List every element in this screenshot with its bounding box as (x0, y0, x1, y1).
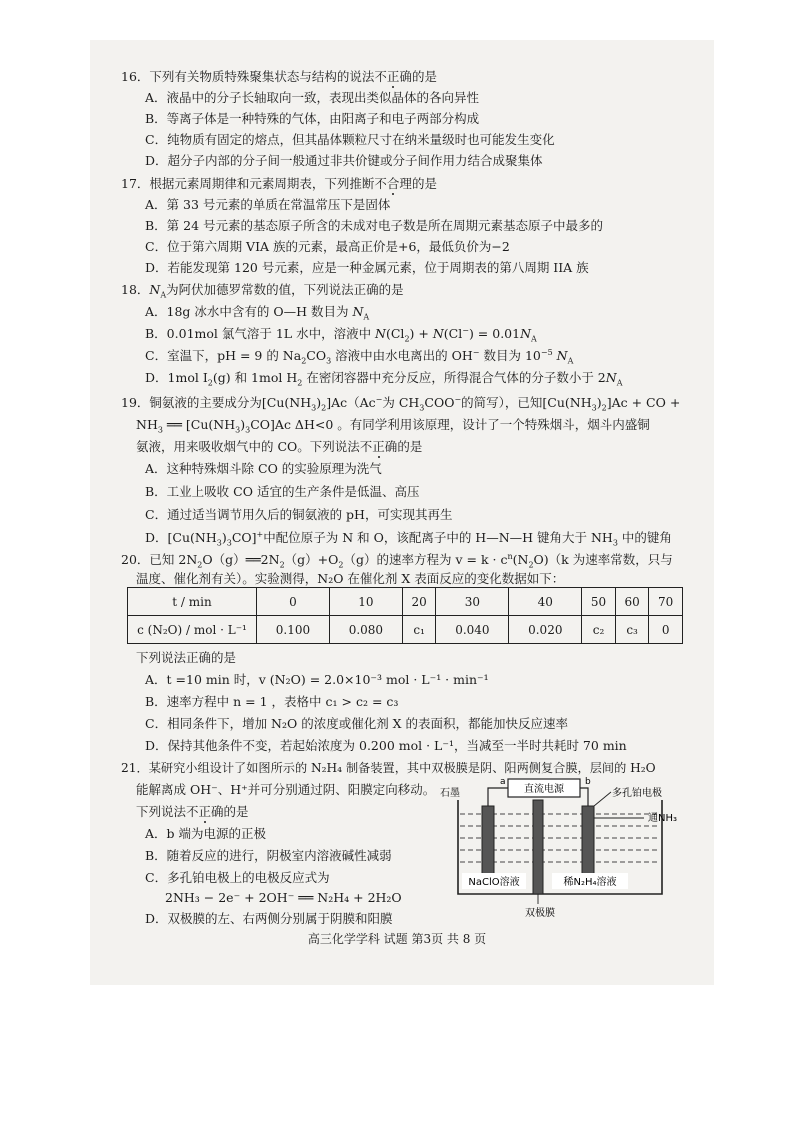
q21-option-d: D．双极膜的左、右两侧分别属于阴膜和阳膜 (145, 911, 393, 926)
q19-stem-line2: $NH_3$ ══ $[Cu(NH_3)_3CO]Ac$ ΔH<0 。有同学利用该原理，设计了一个特殊烟斗，烟斗内盛铜 (136, 417, 650, 435)
table-row (128, 616, 683, 644)
q18-stem: 18．$N_A$为阿伏加德罗常数的值，下列说法正确的是 (121, 282, 404, 300)
q21-option-c: C．多孔铂电极上的电极反应式为 (145, 870, 330, 885)
pt-electrode-label: 多孔铂电极 (612, 788, 662, 799)
table-cell: 0.080 (329, 616, 402, 644)
q18-option-d: D．1mol $I_2(g)$ 和 1mol $H_2$ 在密闭容器中充分反应，所得混合气体的分子数小于 $2N_A$ (145, 370, 623, 388)
q21-stem-line2: 能解离成 OH⁻、H⁺并可分别通过阴、阳膜定向移动。 (136, 782, 436, 797)
q18-option-b: B．0.01mol 氯气溶于 1L 水中，溶液中 $N(Cl_2) + N(Cl^-) = 0.01N_A$ (145, 325, 537, 344)
q16-option-b: B．等离子体是一种特殊的气体，由阳离子和电子两部分构成 (145, 111, 480, 126)
q17-option-a: A．第 33 号元素的单质在常温常压下是固体 (145, 197, 391, 212)
terminal-a-label: a (500, 777, 506, 787)
table-cell: c₃ (615, 616, 649, 644)
table-cell: 0 (257, 588, 330, 616)
q19-stem-line1: 19．铜氨液的主要成分为$[Cu(NH_3)_2]Ac(Ac^-$为 $CH_3COO^-$的简写），已知$[Cu(NH_3)_2]Ac$ + CO + (121, 394, 681, 413)
q21-stem-line1: 21．某研究小组设计了如图所示的 N₂H₄ 制备装置，其中双极膜是阴、阳两侧复合膜，层间的 H₂O (121, 761, 656, 775)
q19-option-d: D．$[Cu(NH_3)_3CO]^+$中配位原子为 N 和 O，该配离子中的 H—N—H 键角大于 $NH_3$ 中的键角 (145, 529, 672, 548)
table-header-time: t / min (128, 588, 257, 616)
q21-option-a: A．b 端为电源的正极 (145, 826, 267, 841)
q20-data-table (127, 587, 683, 644)
q18-option-a: A．18g 冰水中含有的 O—H 数目为 $N_A$ (145, 304, 370, 322)
table-cell: c₂ (582, 616, 616, 644)
page-footer: 高三化学学科 试题 第3页 共 8 页 (307, 932, 487, 946)
q17-stem: 17．根据元素周期律和元素周期表，下列推断不合理的是 (121, 176, 437, 191)
platinum-electrode (582, 806, 594, 874)
table-cell: 70 (649, 588, 683, 616)
q21-equation: 2NH₃ − 2e⁻ + 2OH⁻ ══ N₂H₄ + 2H₂O (165, 890, 402, 905)
q20-option-a: A．t =10 min 时，v (N₂O) = 2.0×10⁻³ mol · L⁻¹ · min⁻¹ (145, 672, 489, 687)
q17-option-c: C．位于第六周期 VIA 族的元素，最高正价是+6，最低负价为−2 (145, 239, 510, 254)
q19-option-c: C．通过适当调节用久后的铜氨液的 pH，可实现其再生 (145, 507, 453, 522)
q20-stem-line1: 20．已知 $2N_2O(g)══2N_2(g)+O_2(g)$的速率方程为 $v = k \cdot c^n(N_2O)(k$ 为速率常数，只与 (121, 551, 673, 570)
terminal-b-label: b (585, 777, 591, 787)
q20-option-c: C．相同条件下，增加 N₂O 的浓度或催化剂 X 的表面积，都能加快反应速率 (145, 716, 569, 731)
q20-intro: 下列说法正确的是 (136, 650, 237, 665)
q16-option-d: D．超分子内部的分子间一般通过非共价键或分子间作用力结合成聚集体 (145, 153, 543, 168)
table-header-conc: c (N₂O) / mol · L⁻¹ (128, 616, 257, 644)
q16-option-c: C．纯物质有固定的熔点，但其晶体颗粒尺寸在纳米量级时也可能发生变化 (145, 132, 555, 147)
left-solution-label: NaClO溶液 (468, 877, 520, 888)
q19-option-a: A．这种特殊烟斗除 CO 的实验原理为洗气 (145, 461, 382, 476)
q19-stem-line3: 氨液，用来吸收烟气中的 CO。下列说法不正确的是 (136, 439, 423, 454)
electrolysis-diagram (436, 776, 706, 926)
q20-stem-line2: 温度、催化剂有关）。实验测得，N₂O 在催化剂 X 表面反应的变化数据如下： (136, 571, 565, 586)
power-supply-label: 直流电源 (524, 784, 564, 795)
q20-option-b: B．速率方程中 n = 1 ，表格中 c₁ > c₂ = c₃ (145, 694, 399, 709)
table-cell: 30 (436, 588, 509, 616)
membrane-label: 双极膜 (525, 908, 555, 919)
table-cell: 40 (509, 588, 582, 616)
wire-left (488, 788, 508, 808)
table-cell: 10 (329, 588, 402, 616)
graphite-label: 石墨 (440, 788, 460, 799)
pt-label-pointer (594, 792, 611, 806)
q21-option-b: B．随着反应的进行，阴极室内溶液碱性减弱 (145, 848, 392, 863)
q19-option-b: B．工业上吸收 CO 适宜的生产条件是低温、高压 (145, 484, 420, 499)
table-cell: 0.100 (257, 616, 330, 644)
table-cell: 0.040 (436, 616, 509, 644)
q20-option-d: D．保持其他条件不变，若起始浓度为 0.200 mol · L⁻¹，当减至一半时共耗时 70 min (145, 738, 627, 753)
q16-stem: 16．下列有关物质特殊聚集状态与结构的说法不正确的是 (121, 69, 437, 84)
nh3-inlet-label: 通NH₃ (648, 813, 678, 824)
q16-option-a: A．液晶中的分子长轴取向一致，表现出类似晶体的各向异性 (145, 90, 480, 105)
table-cell: c₁ (402, 616, 436, 644)
q18-option-c: C．室温下，pH = 9 的 $Na_2CO_3$ 溶液中由水电离出的 OH− 数目为 $10^{-5}$ $N_A$ (145, 347, 574, 366)
bipolar-membrane (533, 800, 543, 894)
table-cell: 60 (615, 588, 649, 616)
table-cell: 0 (649, 616, 683, 644)
q17-option-d: D．若能发现第 120 号元素，应是一种金属元素，位于周期表的第八周期 IIA 族 (145, 260, 589, 275)
right-solution-label: 稀N₂H₄溶液 (563, 877, 617, 888)
table-cell: 50 (582, 588, 616, 616)
table-cell: 20 (402, 588, 436, 616)
table-cell: 0.020 (509, 616, 582, 644)
table-row (128, 588, 683, 616)
wire-right (580, 788, 588, 808)
q17-option-b: B．第 24 号元素的基态原子所含的未成对电子数是所在周期元素基态原子中最多的 (145, 218, 604, 233)
graphite-electrode (482, 806, 494, 874)
q21-intro: 下列说法不正确的是 (136, 804, 249, 819)
